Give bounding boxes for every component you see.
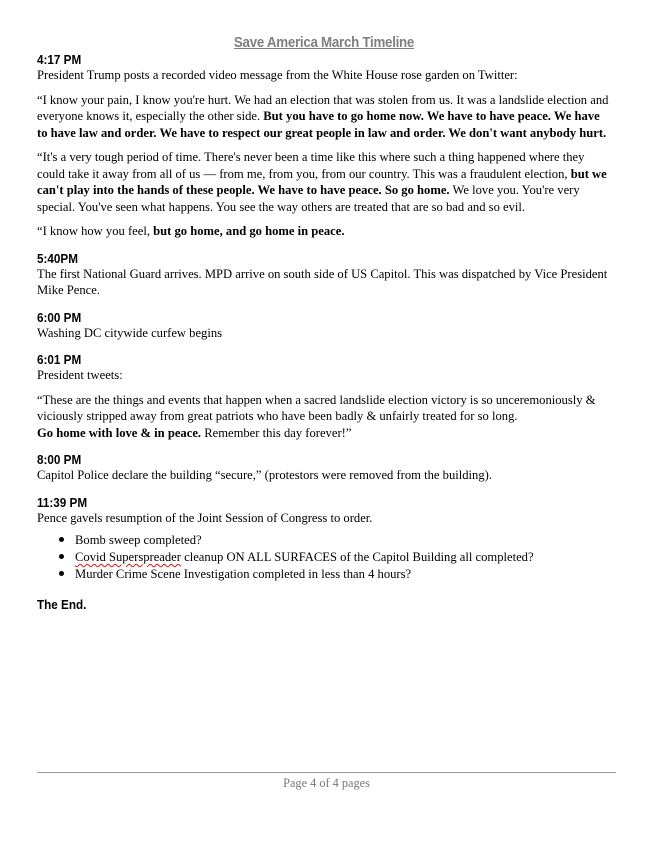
footer-divider xyxy=(37,772,616,773)
page-footer: Page 4 of 4 pages xyxy=(283,776,370,790)
list-item-text: Murder Crime Scene Investigation completed in less than 4 hours? xyxy=(75,567,412,581)
entry-text: President Trump posts a recorded video message from the White House rose garden on Twitter: xyxy=(37,68,518,82)
entry-text: The first National Guard arrives. MPD arrive on south side of US Capitol. This was dispatched by Vice President Mike Pence. xyxy=(37,266,608,297)
quote-text: “I know your pain, I know you're hurt. We had an election that was stolen from us. It was a landslide election and everyone knows it, especially the other side. xyxy=(37,92,609,123)
quote-text: “I know how you feel, xyxy=(37,224,154,238)
timestamp: 6:00 PM xyxy=(37,309,82,325)
end-heading: The End. xyxy=(37,597,87,612)
timeline xyxy=(37,52,611,612)
timestamp: 6:01 PM xyxy=(37,352,82,367)
tweet-paragraph xyxy=(37,392,611,442)
bullet-icon xyxy=(59,554,64,559)
quote-bold-text: but we can't play into the hands of these people. We have to have peace. So go home. xyxy=(37,166,607,197)
entry-text: Capitol Police declare the building “secure,” (protestors were removed from the building). xyxy=(37,468,492,482)
quote-bold-text: but go home, and go home in peace. xyxy=(153,224,345,238)
list-item-text: cleanup ON ALL SURFACES of the Capitol Building all completed? xyxy=(180,550,534,564)
entry-text: Washing DC citywide curfew begins xyxy=(37,325,223,340)
quote-bold-text: But you have to go home now. We have to have peace. We have to have law and order. We have to respect our great people in law and order. We don't want anybody hurt. xyxy=(37,109,607,140)
timestamp: 8:00 PM xyxy=(37,452,82,467)
list-item xyxy=(75,549,611,566)
quote-paragraph xyxy=(37,149,611,215)
timestamp: 5:40PM xyxy=(37,250,78,266)
entry-text: Pence gavels resumption of the Joint Session of Congress to order. xyxy=(37,510,373,525)
bullet-icon xyxy=(59,571,64,576)
quote-text: “It's a very tough period of time. There's never been a time like this where such a thing happened where they could take it away from all of us — from me, from you, from our country. This was a fraudulent election, xyxy=(37,150,585,181)
list-item xyxy=(75,566,611,583)
timestamp: 4:17 PM xyxy=(37,52,82,67)
timestamp: 11:39 PM xyxy=(37,494,88,510)
entry-text: President tweets: xyxy=(37,368,123,382)
document-title: Save America March Timeline xyxy=(233,35,415,51)
spellcheck-flagged-text[interactable]: Covid Superspreader xyxy=(75,550,181,564)
quote-paragraph xyxy=(37,92,611,142)
bullet-icon xyxy=(59,537,64,542)
bullet-list xyxy=(37,532,611,583)
quote-text: We love you. You're very special. You've seen what happens. You see the way others are treated that are so bad and so evil. xyxy=(37,183,580,214)
quote-paragraph xyxy=(37,223,611,240)
tweet-text: “These are the things and events that happen when a sacred landslide election victory is so unceremoniously & viciously stripped away from great patriots who have been badly & unfairly treated for so long. xyxy=(37,392,596,423)
tweet-text: Remember this day forever!” xyxy=(201,425,352,440)
tweet-bold-text: Go home with love & in peace. xyxy=(37,425,202,440)
list-item-text: Bomb sweep completed? xyxy=(75,533,202,547)
list-item xyxy=(75,532,611,549)
